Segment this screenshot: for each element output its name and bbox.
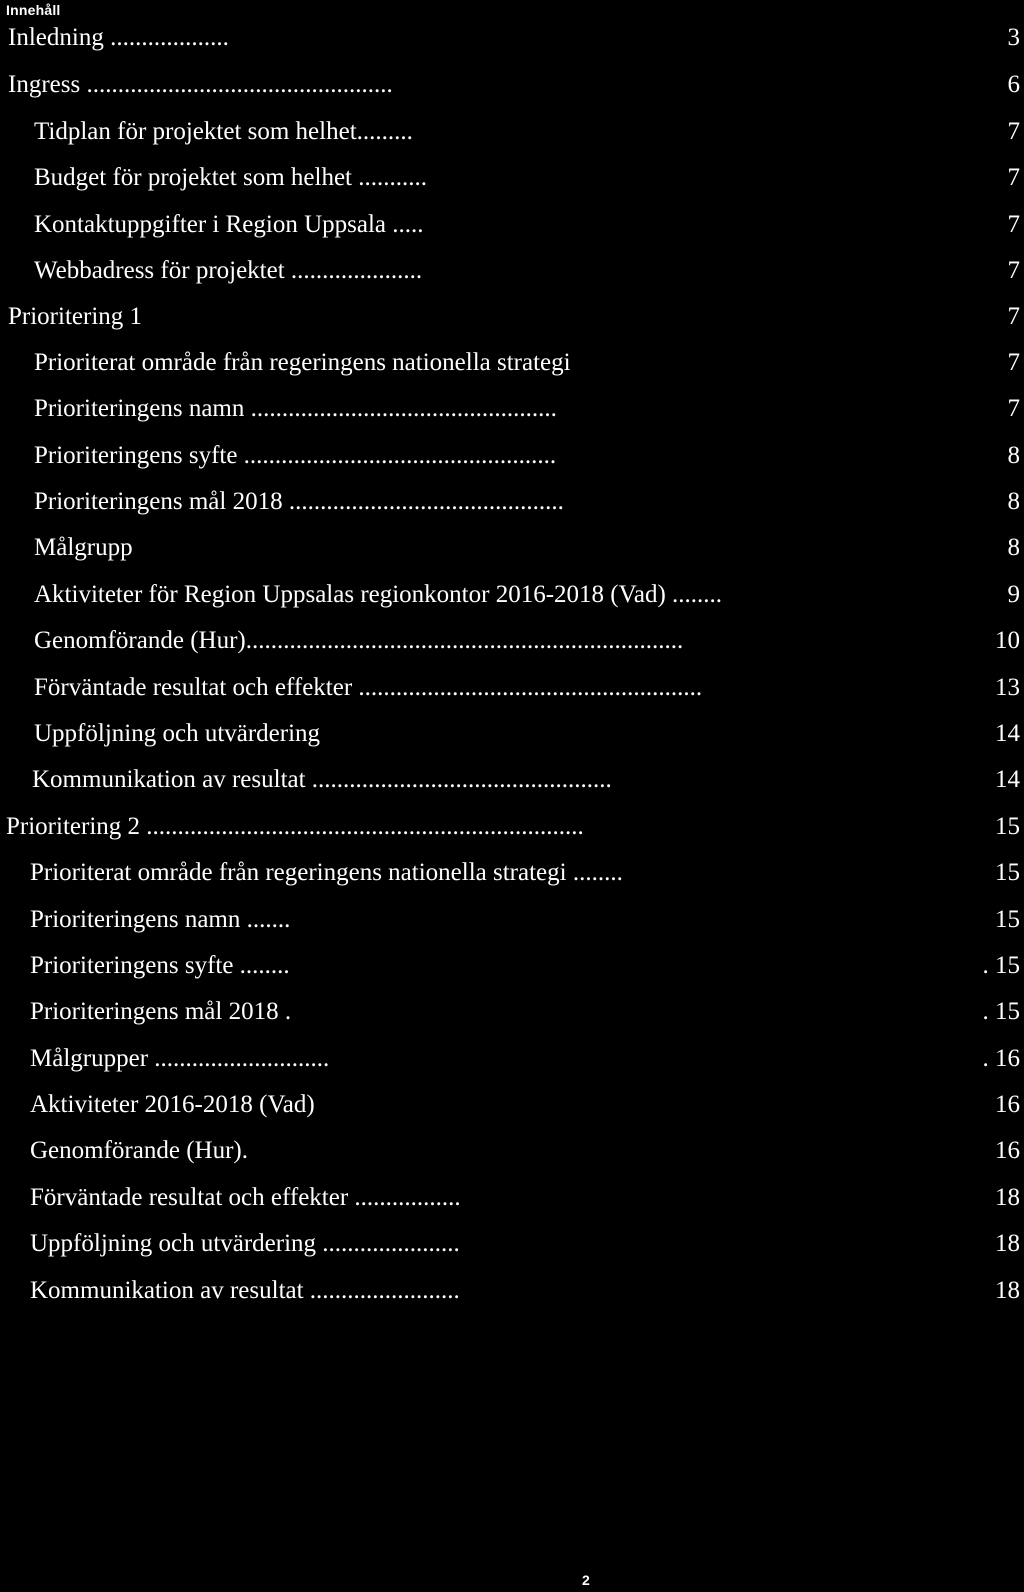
toc-entry-page: 15 xyxy=(995,813,1020,840)
toc-entry-label: Prioriteringens namn ....... xyxy=(30,906,291,933)
toc-entry[interactable] xyxy=(0,950,1024,982)
toc-entry-label: Förväntade resultat och effekter ....................................................... xyxy=(34,674,703,701)
toc-entry-label: Prioriteringens syfte .................................................. xyxy=(34,442,557,469)
toc-entry-label: Prioriteringens mål 2018 . xyxy=(30,998,292,1025)
toc-entry-label: Inledning ................... xyxy=(8,24,229,51)
toc-entry[interactable] xyxy=(0,579,1024,611)
toc-entry-page: 18 xyxy=(995,1277,1020,1304)
toc-entry-label: Webbadress för projektet ..................... xyxy=(34,257,423,284)
toc-entry[interactable] xyxy=(0,22,1024,54)
toc-entry[interactable] xyxy=(0,904,1024,936)
toc-entry-page: 7 xyxy=(1007,303,1020,330)
toc-entry-page: . 15 xyxy=(982,952,1020,979)
toc-entry-page: 9 xyxy=(1007,581,1020,608)
toc-entry-page: 8 xyxy=(1007,488,1020,515)
toc-entry-page: 8 xyxy=(1007,442,1020,469)
toc-entry-page: 7 xyxy=(1007,257,1020,284)
toc-entry-page: 18 xyxy=(995,1230,1020,1257)
toc-entry-page: 7 xyxy=(1007,349,1020,376)
toc-entry-label: Prioriterat område från regeringens nationella strategi ........ xyxy=(30,859,623,886)
toc-entry[interactable] xyxy=(0,69,1024,101)
toc-entry-label: Målgrupper ............................ xyxy=(30,1045,330,1072)
toc-entry-label: Förväntade resultat och effekter ................. xyxy=(30,1184,461,1211)
toc-entry-label: Kommunikation av resultat ........................ xyxy=(30,1277,460,1304)
toc-entry-page: 7 xyxy=(1007,211,1020,238)
toc-entry-page: 7 xyxy=(1007,395,1020,422)
toc-entry-page: 7 xyxy=(1007,118,1020,145)
toc-entry[interactable] xyxy=(0,440,1024,472)
toc-entry[interactable] xyxy=(0,162,1024,194)
toc-entry-label: Prioriteringens syfte ........ xyxy=(30,952,290,979)
toc-entry-label: Genomförande (Hur). xyxy=(30,1137,248,1164)
toc-entry[interactable] xyxy=(0,764,1024,796)
toc-entry[interactable] xyxy=(0,672,1024,704)
toc-entry[interactable] xyxy=(0,532,1024,564)
toc-entry-page: 7 xyxy=(1007,164,1020,191)
toc-entry-page: 8 xyxy=(1007,534,1020,561)
toc-entry[interactable] xyxy=(0,857,1024,889)
toc-entry-page: 14 xyxy=(995,720,1020,747)
toc-entry-page: 15 xyxy=(995,906,1020,933)
toc-entry-page: 3 xyxy=(1007,24,1020,51)
toc-entry[interactable] xyxy=(0,347,1024,379)
toc-entry[interactable] xyxy=(0,393,1024,425)
toc-entry[interactable] xyxy=(0,1275,1024,1307)
toc-entry-label: Prioriterat område från regeringens nationella strategi xyxy=(34,349,571,376)
toc-entry-label: Aktiviteter 2016-2018 (Vad) xyxy=(30,1091,315,1118)
toc-entry[interactable] xyxy=(0,1043,1024,1075)
toc-entry[interactable] xyxy=(0,301,1024,333)
toc-entry-page: 10 xyxy=(995,627,1020,654)
page-number: 2 xyxy=(582,1572,590,1588)
toc-entry[interactable] xyxy=(0,1089,1024,1121)
toc-entry[interactable] xyxy=(0,116,1024,148)
toc-entry-label: Uppföljning och utvärdering ...................... xyxy=(30,1230,460,1257)
toc-entry-label: Prioritering 2 ...................................................................... xyxy=(6,813,584,840)
toc-entry-label: Genomförande (Hur)...................................................................... xyxy=(34,627,684,654)
toc-entry-label: Ingress ................................................. xyxy=(8,71,393,98)
toc-entry[interactable] xyxy=(0,718,1024,750)
toc-entry-page: 15 xyxy=(995,859,1020,886)
toc-entry-page: . 16 xyxy=(982,1045,1020,1072)
toc-entry[interactable] xyxy=(0,209,1024,241)
toc-entry-page: 13 xyxy=(995,674,1020,701)
toc-entry-label: Kontaktuppgifter i Region Uppsala ..... xyxy=(34,211,424,238)
toc-entry-page: 6 xyxy=(1007,71,1020,98)
toc-entry-page: 16 xyxy=(995,1091,1020,1118)
toc-entry-page: 18 xyxy=(995,1184,1020,1211)
toc-entry-page: 14 xyxy=(995,766,1020,793)
toc-entry-label: Budget för projektet som helhet ........... xyxy=(34,164,427,191)
toc-heading: Innehåll xyxy=(6,2,61,18)
toc-entry-label: Prioritering 1 xyxy=(8,303,143,330)
toc-entry[interactable] xyxy=(0,811,1024,843)
toc-entry[interactable] xyxy=(0,1135,1024,1167)
toc-entry-page: 16 xyxy=(995,1137,1020,1164)
toc-entry-label: Prioriteringens mål 2018 ............................................ xyxy=(34,488,564,515)
toc-entry-label: Prioriteringens namn ................................................. xyxy=(34,395,557,422)
toc-entry[interactable] xyxy=(0,486,1024,518)
toc-entry[interactable] xyxy=(0,1228,1024,1260)
toc-entry[interactable] xyxy=(0,255,1024,287)
toc-entry-label: Tidplan för projektet som helhet......... xyxy=(34,118,413,145)
toc-entry-label: Kommunikation av resultat ................................................ xyxy=(32,766,612,793)
toc-entry[interactable] xyxy=(0,1182,1024,1214)
toc-entry-page: . 15 xyxy=(982,998,1020,1025)
toc-entry-label: Aktiviteter för Region Uppsalas regionkontor 2016-2018 (Vad) ........ xyxy=(34,581,723,608)
toc-entry-label: Målgrupp xyxy=(34,534,133,561)
toc-entry[interactable] xyxy=(0,996,1024,1028)
toc-entry[interactable] xyxy=(0,625,1024,657)
toc-entry-label: Uppföljning och utvärdering xyxy=(34,720,321,747)
